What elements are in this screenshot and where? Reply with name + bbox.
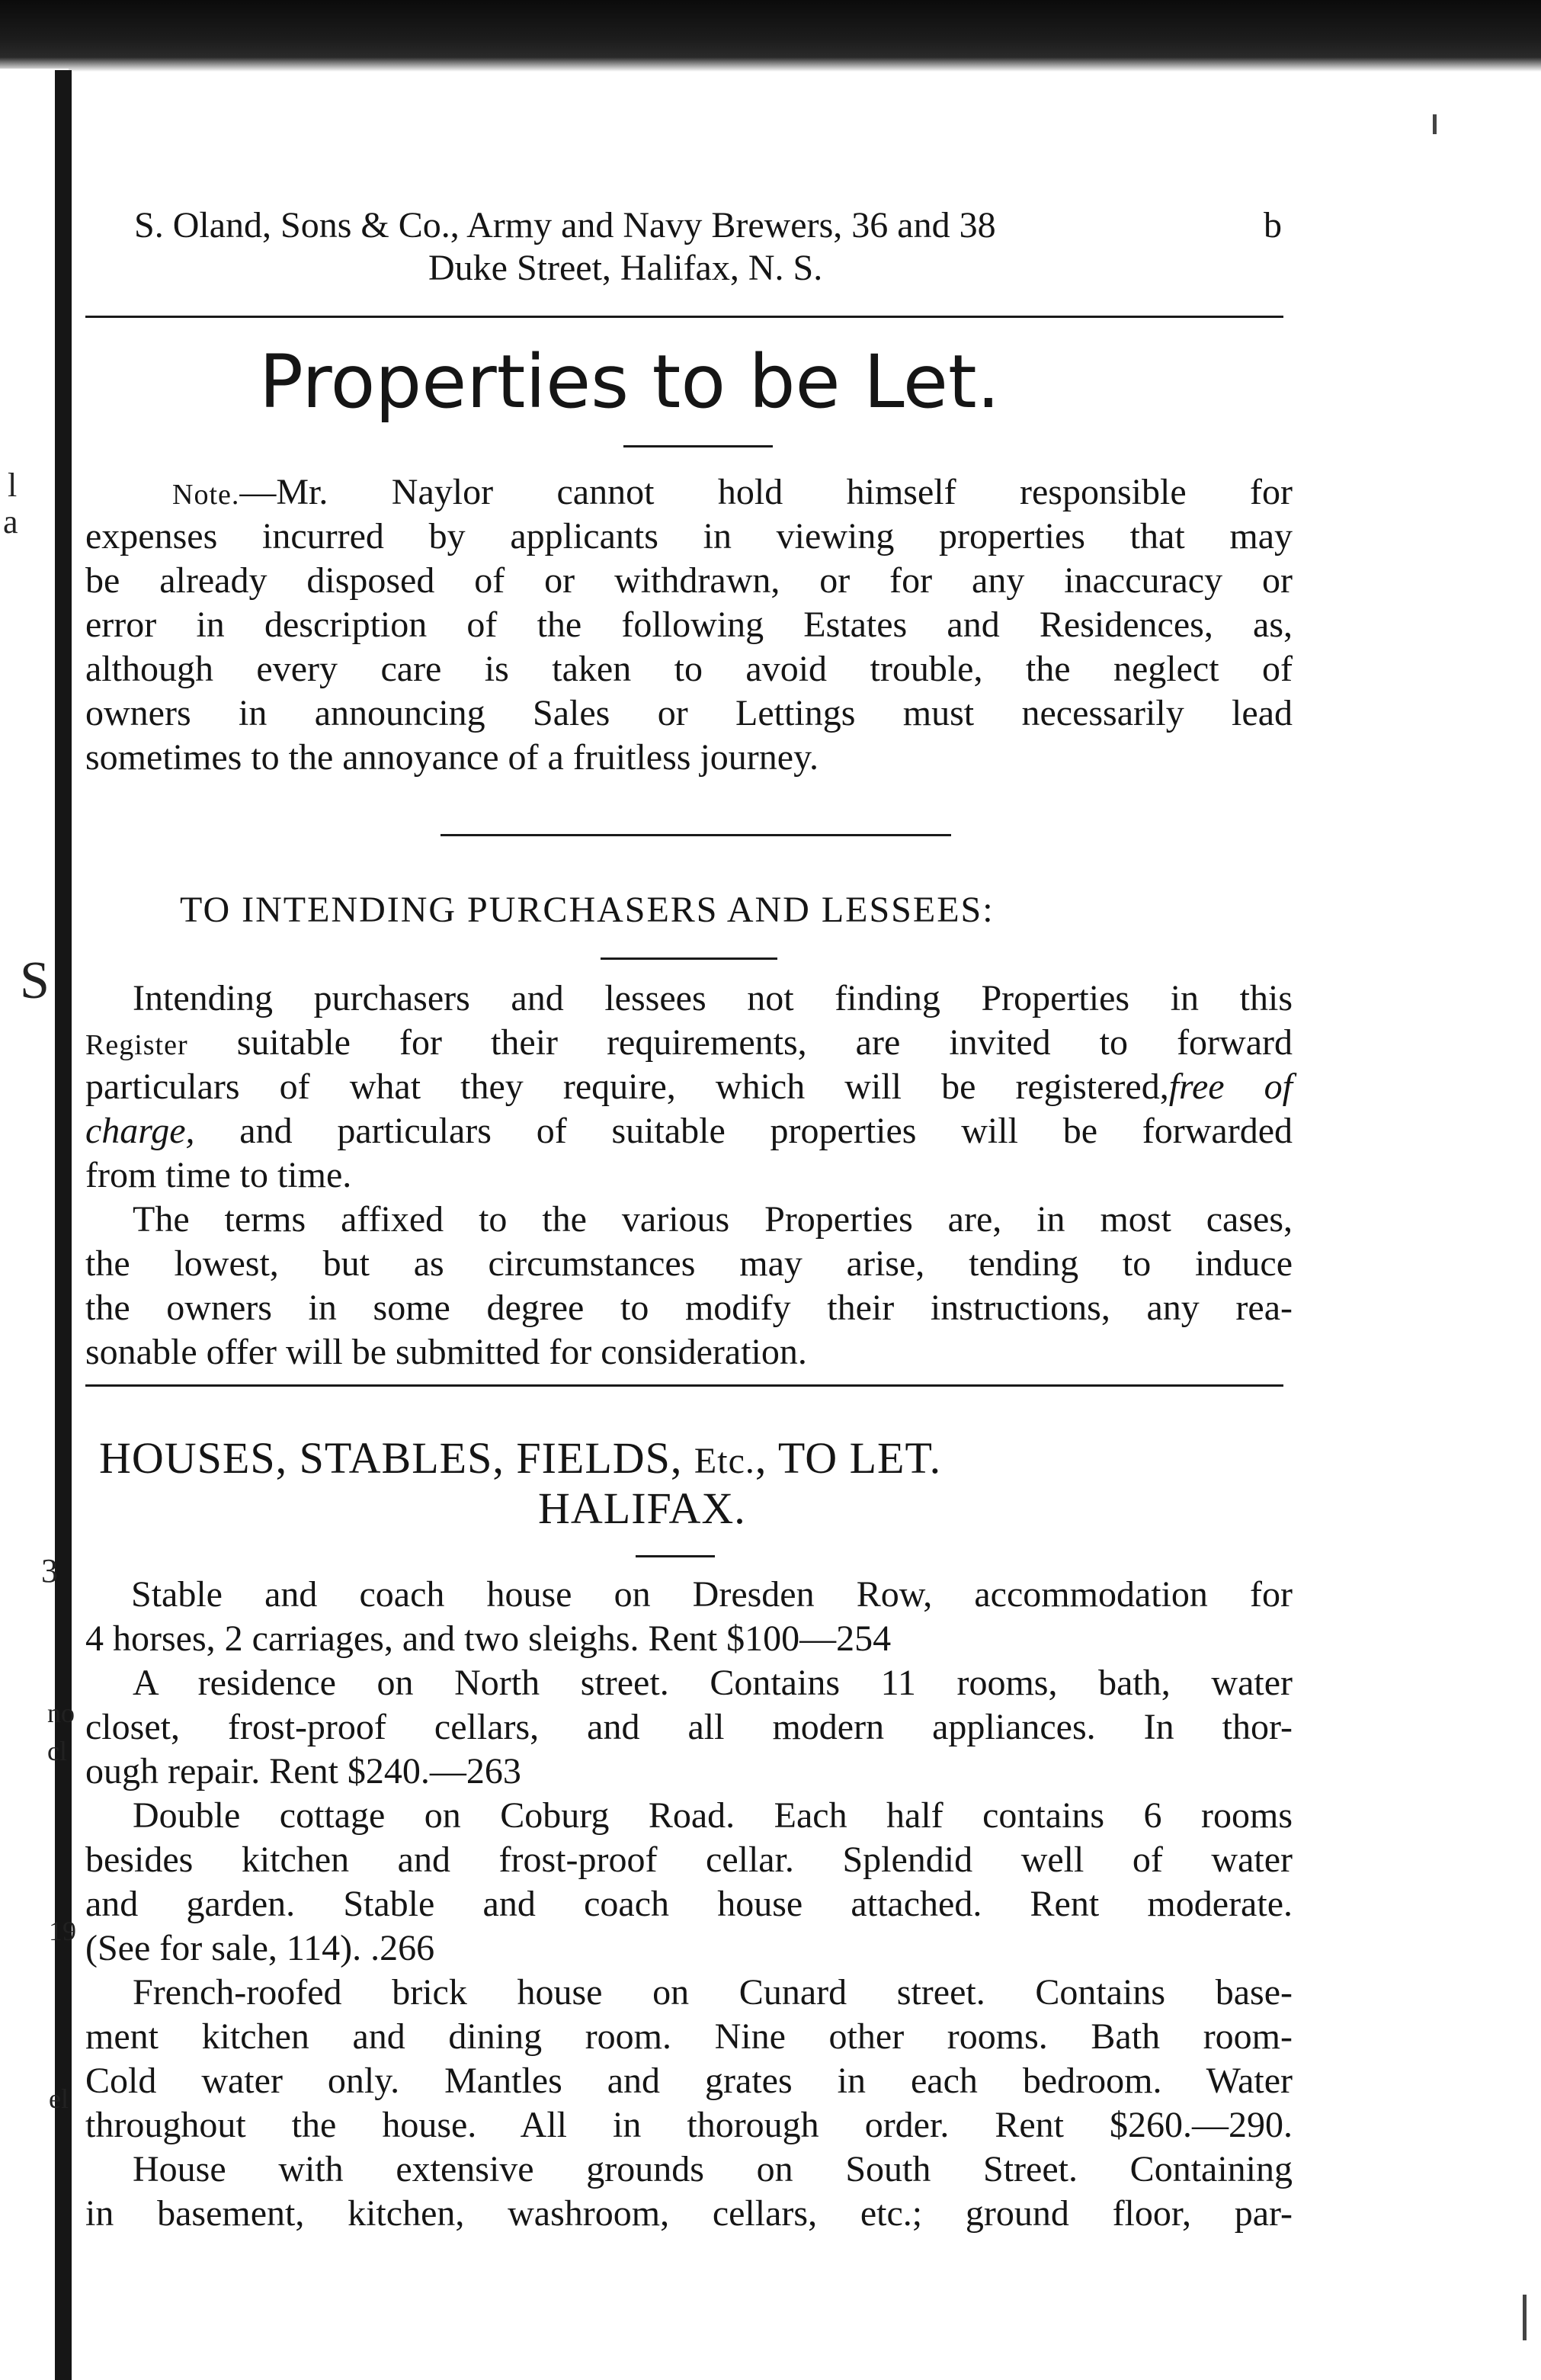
brewer-advert-line1: S. Oland, Sons & Co., Army and Navy Brewers, 36 and 38 [134, 205, 996, 245]
purchasers-line: particulars of what they require, which will be registered,free of [85, 1067, 1293, 1107]
listing-line: besides kitchen and frost-proof cellar. Splendid well of water [85, 1840, 1293, 1880]
houses-divider [85, 1384, 1283, 1387]
margin-fragment: 3 [41, 1552, 58, 1589]
purchasers-line: from time to time. [85, 1155, 352, 1195]
listing-line: Stable and coach house on Dresden Row, accommodation for [131, 1574, 1293, 1615]
listing-line: A residence on North street. Contains 11 rooms, bath, water [133, 1663, 1293, 1703]
halifax-subheading: HALIFAX. [538, 1483, 746, 1533]
note-line: Note.—Mr. Naylor cannot hold himself responsible for [172, 472, 1293, 512]
page-title: Properties to be Let. [259, 339, 1001, 425]
margin-fragment: 19 [49, 1916, 76, 1946]
brewer-advert-mark: b [1264, 205, 1282, 245]
margin-fragment: cl [47, 1736, 67, 1766]
note-line: sometimes to the annoyance of a fruitless journey. [85, 737, 819, 778]
brewer-advert-line2: Duke Street, Halifax, N. S. [428, 248, 823, 288]
listing-line: House with extensive grounds on South Street. Containing [133, 2149, 1293, 2189]
purchasers-heading: TO INTENDING PURCHASERS AND LESSEES: [180, 890, 995, 930]
listing-line: Double cottage on Coburg Road. Each half contains 6 rooms [133, 1795, 1293, 1836]
terms-line: the lowest, but as circumstances may arise, tending to induce [85, 1243, 1293, 1284]
listing-line: and garden. Stable and coach house attached. Rent moderate. [85, 1884, 1293, 1924]
margin-fragment: S [20, 951, 50, 1010]
margin-fragment: el [49, 2083, 69, 2114]
purchasers-line: Register suitable for their requirements, are invited to forward [85, 1022, 1293, 1063]
purchasers-line: Intending purchasers and lessees not finding Properties in this [133, 978, 1293, 1018]
scan-top-border [0, 0, 1541, 72]
terms-line: The terms affixed to the various Properties are, in most cases, [133, 1199, 1293, 1240]
note-line: expenses incurred by applicants in viewing properties that may [85, 516, 1293, 557]
listing-line: French-roofed brick house on Cunard street. Contains base- [133, 1972, 1293, 2013]
listing-line: 4 horses, 2 carriages, and two sleighs. Rent $100—254 [85, 1618, 892, 1659]
note-lead: Note. [172, 479, 240, 511]
listing-line: throughout the house. All in thorough order. Rent $260.—290. [85, 2105, 1293, 2145]
listing-line: Cold water only. Mantles and grates in each bedroom. Water [85, 2061, 1293, 2101]
listing-line: ment kitchen and dining room. Nine other rooms. Bath room- [85, 2016, 1293, 2057]
margin-fragment: no [47, 1698, 75, 1728]
note-line: although every care is taken to avoid trouble, the neglect of [85, 649, 1293, 689]
column-rule [55, 70, 72, 2380]
listing-line: ough repair. Rent $240.—263 [85, 1751, 521, 1791]
terms-line: sonable offer will be submitted for consideration. [85, 1332, 807, 1372]
houses-heading: HOUSES, STABLES, FIELDS, Etc., TO LET. [99, 1433, 942, 1483]
note-line: owners in announcing Sales or Lettings must necessarily lead [85, 693, 1293, 733]
halifax-divider [636, 1555, 715, 1557]
note-line: be already disposed of or withdrawn, or for any inaccuracy or [85, 560, 1293, 601]
title-divider [623, 445, 773, 447]
purchasers-divider [601, 957, 777, 960]
section-divider [441, 834, 951, 836]
margin-fragment: a [3, 503, 18, 540]
terms-line: the owners in some degree to modify their instructions, any rea- [85, 1288, 1293, 1328]
header-divider [85, 316, 1283, 318]
scan-speck [1523, 2295, 1527, 2340]
margin-fragment: l [8, 467, 18, 504]
listing-line: in basement, kitchen, washroom, cellars, etc.; ground floor, par- [85, 2193, 1293, 2234]
purchasers-line: charge, and particulars of suitable properties will be forwarded [85, 1111, 1293, 1151]
listing-line: (See for sale, 114). .266 [85, 1928, 435, 1968]
scan-speck [1433, 114, 1437, 134]
listing-line: closet, frost-proof cellars, and all modern appliances. In thor- [85, 1707, 1293, 1747]
note-line: error in description of the following Estates and Residences, as, [85, 605, 1293, 645]
